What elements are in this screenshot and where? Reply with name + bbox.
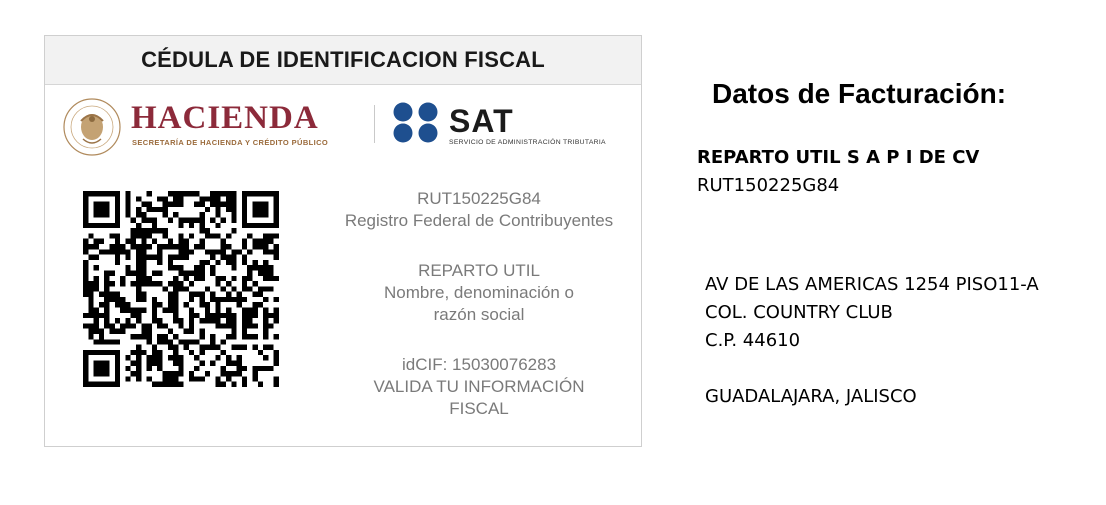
billing-address-line3: C.P. 44610 — [705, 330, 801, 351]
billing-address-line1: AV DE LAS AMERICAS 1254 PISO11-A — [705, 274, 1039, 295]
taxpayer-name: REPARTO UTIL — [418, 261, 540, 280]
tax-id-card — [44, 35, 642, 447]
sat-logo-text: SAT — [449, 103, 514, 139]
hacienda-subtitle: SECRETARÍA DE HACIENDA Y CRÉDITO PÚBLICO — [132, 138, 329, 147]
billing-city: GUADALAJARA, JALISCO — [705, 386, 917, 407]
national-seal-icon — [59, 97, 125, 157]
hacienda-logo-text: HACIENDA — [131, 100, 319, 136]
card-title: CÉDULA DE IDENTIFICACION FISCAL — [45, 36, 641, 85]
rfc-label: Registro Federal de Contribuyentes — [344, 211, 614, 230]
logo-bar — [45, 85, 641, 175]
name-label: Nombre, denominación o razón social — [384, 283, 574, 324]
name-block — [329, 260, 629, 326]
billing-address-line2: COL. COUNTRY CLUB — [705, 302, 893, 323]
billing-title: Datos de Facturación: — [712, 78, 1007, 109]
validate-info-text: VALIDA TU INFORMACIÓN FISCAL — [373, 377, 585, 418]
cif-block — [329, 354, 629, 420]
logo-divider — [374, 105, 375, 143]
idcif-value: idCIF: 15030076283 — [401, 355, 557, 374]
sat-logo-icon — [392, 102, 442, 144]
qr-code[interactable] — [83, 191, 279, 387]
sat-subtitle: SERVICIO DE ADMINISTRACIÓN TRIBUTARIA — [449, 139, 606, 146]
rfc-block — [329, 188, 629, 232]
billing-rfc: RUT150225G84 — [697, 175, 840, 196]
billing-company: REPARTO UTIL S A P I DE CV — [697, 147, 980, 168]
rfc-value: RUT150225G84 — [417, 189, 541, 208]
